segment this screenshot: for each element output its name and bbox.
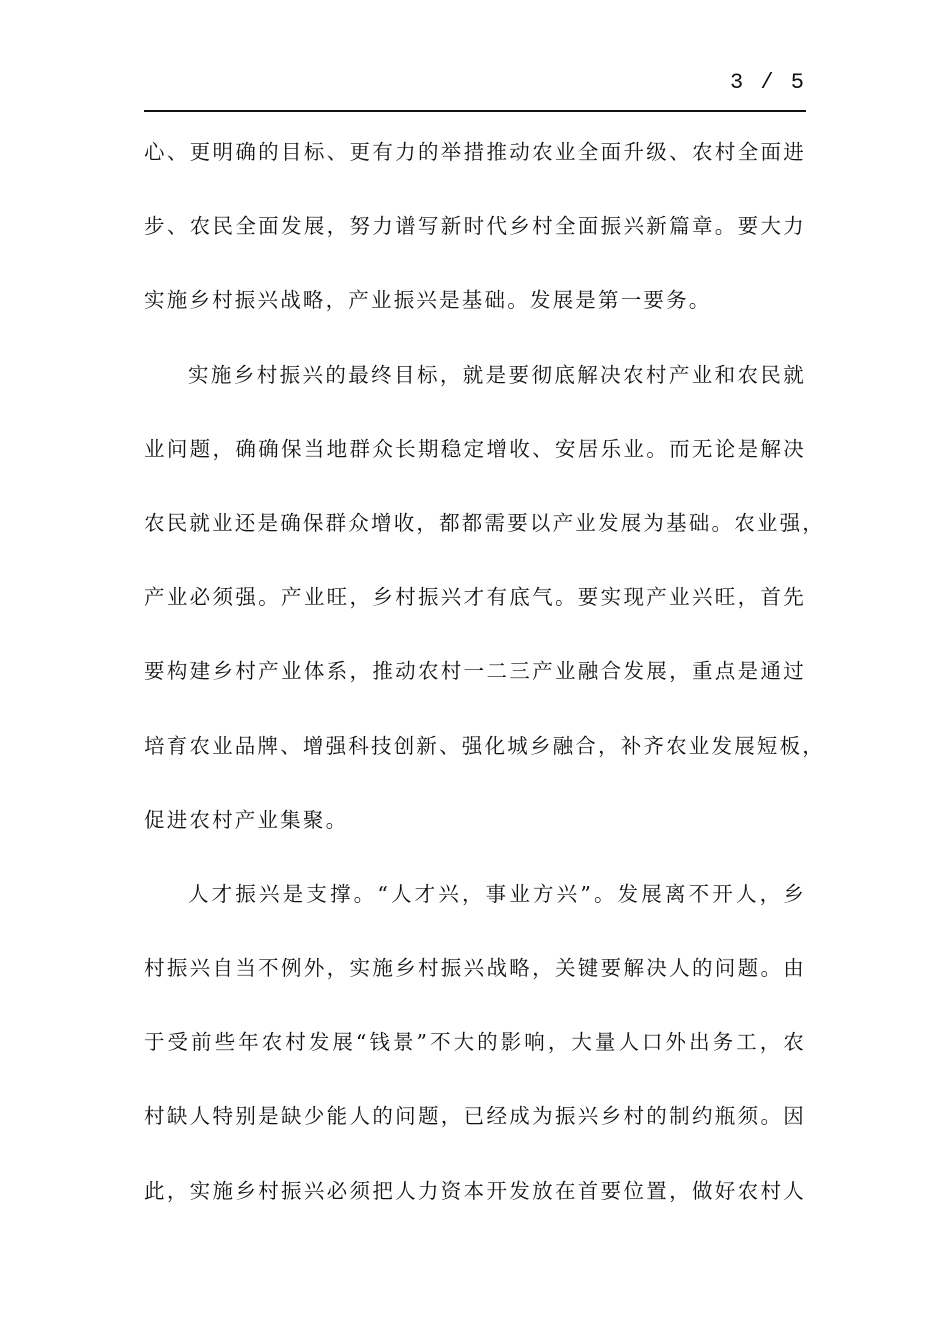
text-line: 促进农村产业集聚。	[144, 807, 349, 832]
text-line: 农民就业还是确保群众增收，都都需要以产业发展为基础。农业强，	[144, 510, 825, 535]
document-body	[144, 130, 825, 1243]
text-line: 此，实施乡村振兴必须把人力资本开发放在首要位置，做好农村人	[144, 1178, 806, 1203]
text-line: 村缺人特别是缺少能人的问题，已经成为振兴乡村的制约瓶须。因	[144, 1104, 806, 1129]
text-line: 要构建乡村产业体系，推动农村一二三产业融合发展，重点是通过	[144, 659, 806, 684]
header-divider	[144, 110, 806, 112]
text-line: 产业必须强。产业旺，乡村振兴才有底气。要实现产业兴旺，首先	[144, 585, 806, 610]
text-line: 心、更明确的目标、更有力的举措推动农业全面升级、农村全面进	[144, 140, 806, 164]
text-line: 于受前些年农村发展“钱景”不大的影响，大量人口外出务工，农	[144, 1030, 806, 1055]
text-line: 村振兴自当不例外，实施乡村振兴战略，关键要解决人的问题。由	[144, 956, 806, 981]
text-line: 实施乡村振兴的最终目标，就是要彻底解决农村产业和农民就	[188, 362, 806, 387]
text-line: 业问题，确确保当地群众长期稳定增收、安居乐业。而无论是解决	[144, 436, 806, 461]
text-line: 步、农民全面发展，努力谱写新时代乡村全面振兴新篇章。要大力	[144, 214, 806, 239]
text-line: 人才振兴是支撑。“人才兴，事业方兴”。发展离不开人，乡	[188, 881, 806, 906]
text-line: 培育农业品牌、增强科技创新、强化城乡融合，补齐农业发展短板，	[144, 733, 825, 758]
text-line: 实施乡村振兴战略，产业振兴是基础。发展是第一要务。	[144, 288, 712, 313]
page-number: 3 / 5	[729, 70, 806, 95]
